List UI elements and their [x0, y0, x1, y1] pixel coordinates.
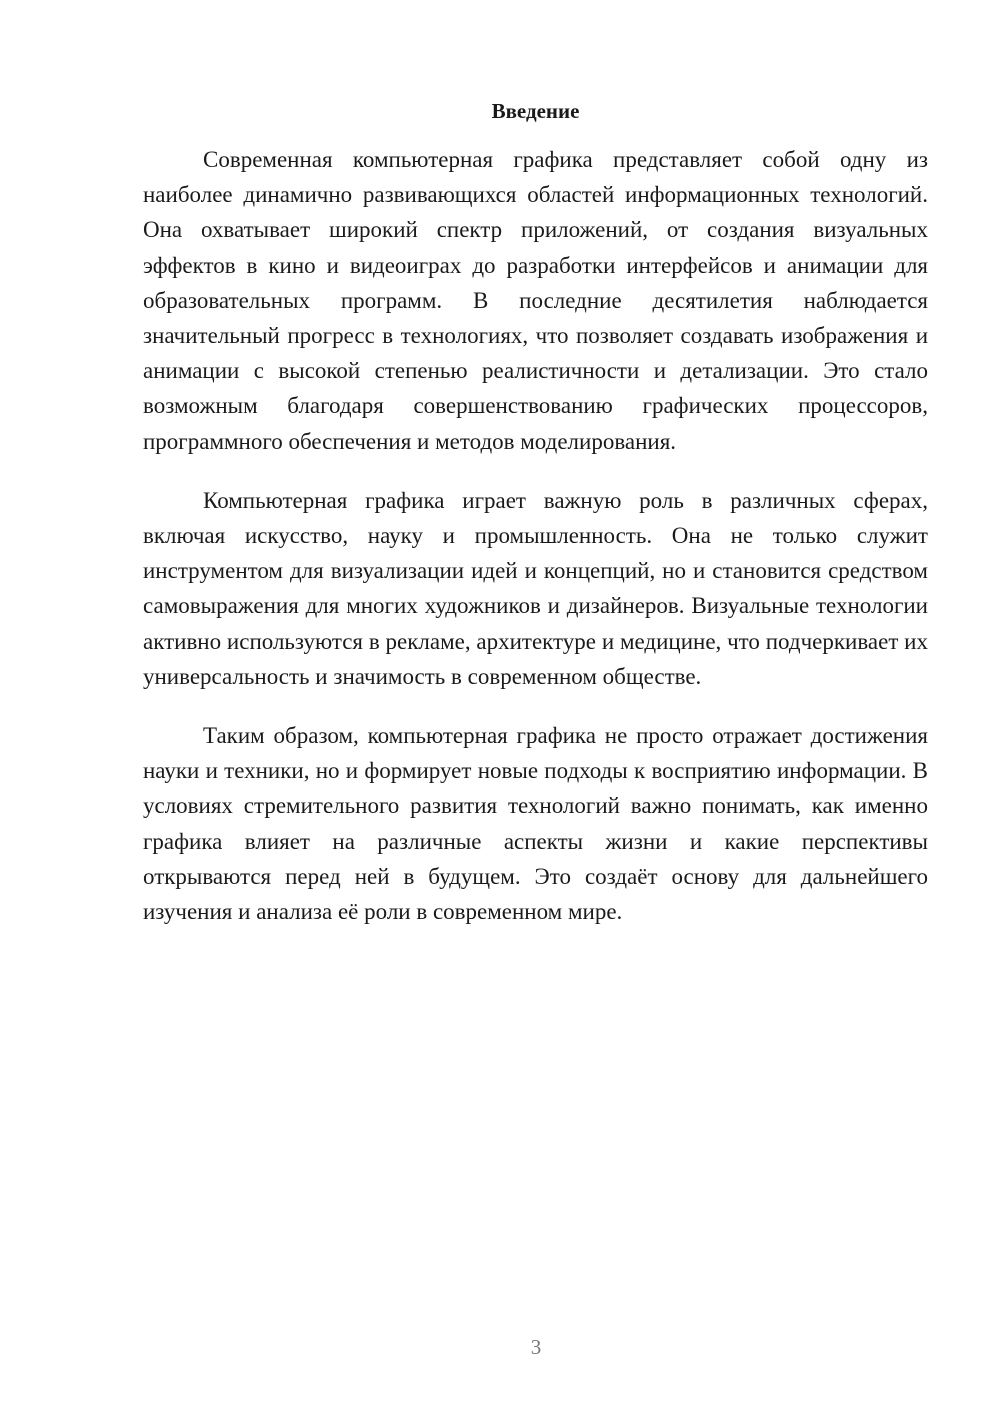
paragraph-3: Таким образом, компьютерная графика не просто отражает достижения науки и техники, но и формирует новые подходы к восприятию информации. В условиях стремительного развития технологий важно понимать, как именно графика влияет на различные аспекты жизни и какие перспективы открываются перед ней в будущем. Это создаёт основу для дальнейшего изучения и анализа её роли в современном мире. [143, 723, 928, 925]
paragraph-1: Современная компьютерная графика представляет собой одну из наиболее динамично развивающихся областей информационных технологий. Она охватывает широкий спектр приложений, от создания визуальных эффектов в кино и видеоиграх до разработки интерфейсов и анимации для образовательных программ. В последние десятилетия наблюдается значительный прогресс в технологиях, что позволяет создавать изображения и анимации с высокой степенью реалистичности и детализации. Это стало возможным благодаря совершенствованию графических процессоров, программного обеспечения и методов моделирования. [143, 147, 928, 454]
page-title: Введение [491, 99, 580, 123]
paragraph-2: Компьютерная графика играет важную роль в различных сферах, включая искусство, науку и промышленность. Она не только служит инструментом для визуализации идей и концепций, но и становится средством самовыражения для многих художников и дизайнеров. Визуальные технологии активно используются в рекламе, архитектуре и медицине, что подчеркивает их универсальность и значимость в современном обществе. [143, 487, 928, 689]
page-number: 3 [530, 1335, 542, 1359]
document-body [143, 142, 928, 953]
